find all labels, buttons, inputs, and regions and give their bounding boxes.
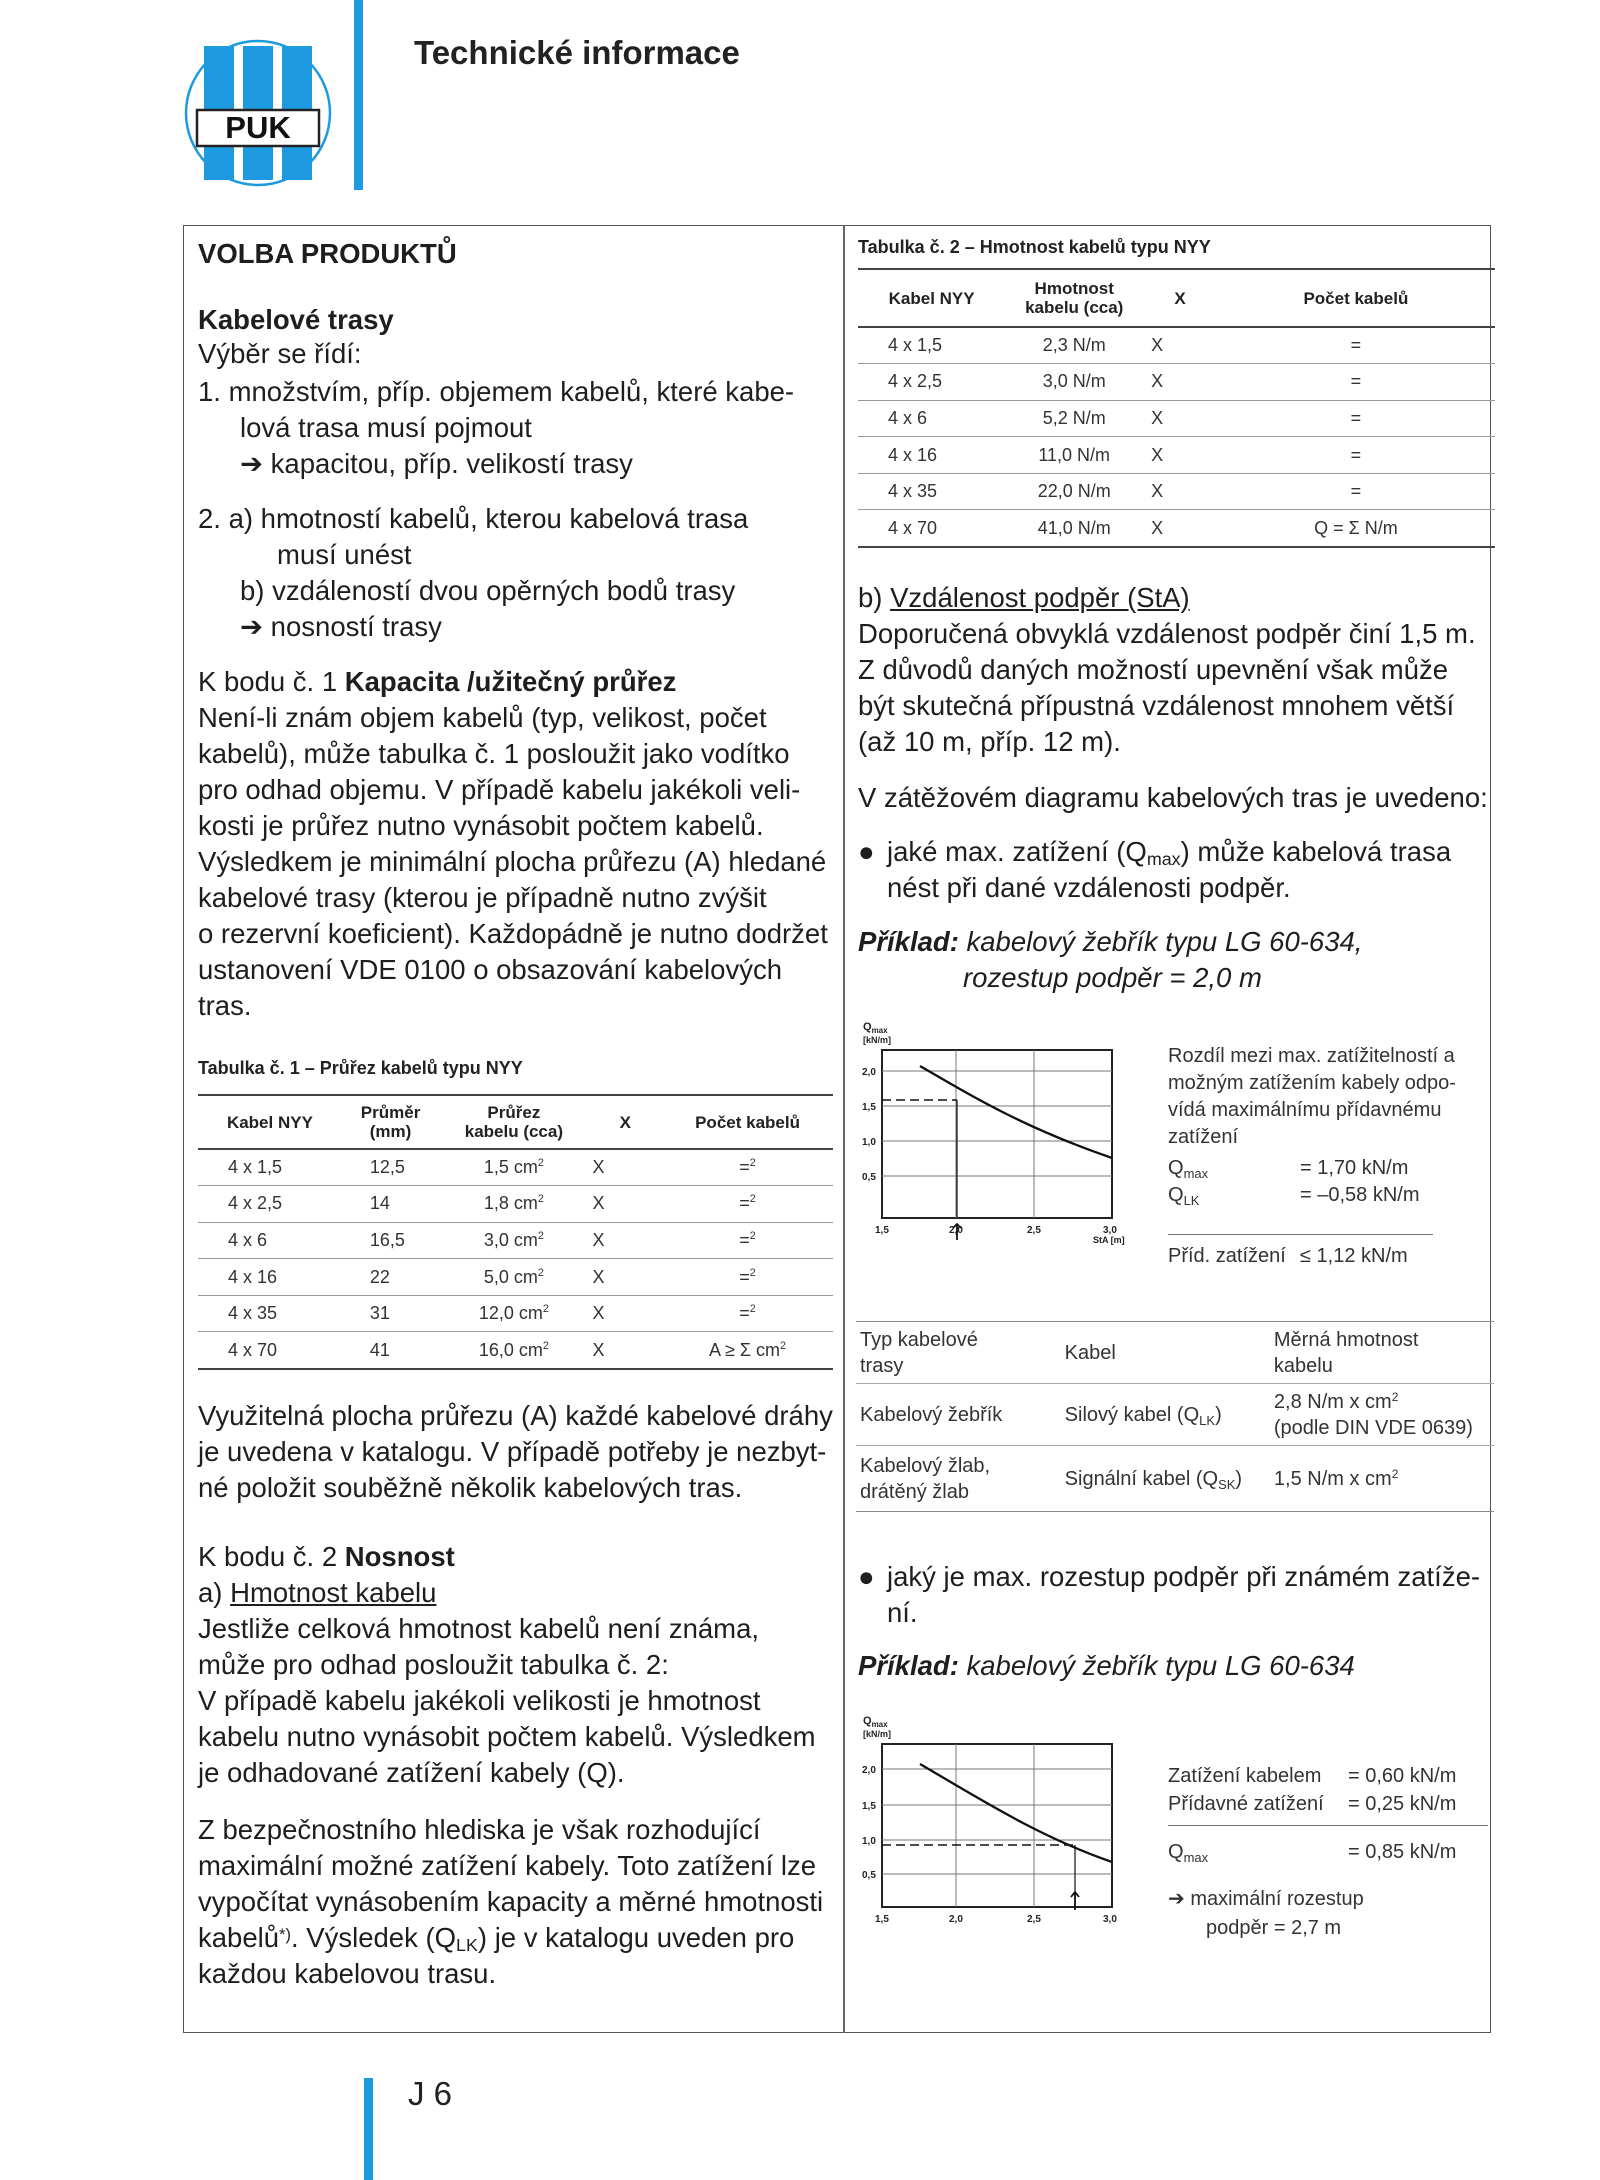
table1-caption: Tabulka č. 1 – Průřez kabelů typu NYY [198, 1058, 523, 1078]
table-header: X [589, 1095, 663, 1149]
text-line: kabelů), může tabulka č. 1 posloužit jako vodítko [198, 738, 790, 769]
load-curve [920, 1764, 1112, 1862]
table-header: X [1143, 269, 1217, 327]
table-cell: = [1217, 364, 1495, 401]
table-header: Průřez kabelu (cca) [439, 1095, 588, 1149]
qmax-value: = 1,70 kN/m [1300, 1157, 1409, 1179]
load-cable-value: = 0,60 kN/m [1348, 1765, 1457, 1787]
text-line: V zátěžovém diagramu kabelových tras je uvedeno: [858, 782, 1488, 813]
chart-1 [855, 1018, 1125, 1245]
table-cell: 3,0 N/m [1005, 364, 1143, 401]
intro-line: Výběr se řídí: [198, 338, 362, 369]
table-cell: X [589, 1149, 663, 1186]
table-cell: 1,5 $cm^2$ [439, 1149, 588, 1186]
table-cell: 22,0 N/m [1005, 473, 1143, 510]
table-row [858, 364, 1495, 401]
table-cell: 4 x 2,5 [858, 364, 1005, 401]
table-cell: X [589, 1259, 663, 1296]
qmax-label: $Q_{max}$ [1168, 1157, 1209, 1181]
table-cell: A ≥ Σ $cm^2$ [662, 1332, 833, 1369]
table-header: Měrná hmotnost kabelu [1270, 1322, 1494, 1384]
table-cell: 1,5 N/m x $cm^2$ [1270, 1446, 1494, 1512]
table-row [198, 1332, 833, 1369]
table-cell: 41,0 N/m [1005, 510, 1143, 547]
qmax-value: = 0,85 kN/m [1348, 1841, 1457, 1863]
table-cell: = [1217, 327, 1495, 364]
text-line: kabelů*). Výsledek $(Q_{LK})$ je v katalogu uveden pro [198, 1922, 795, 1955]
table-cell: = [1217, 437, 1495, 474]
puk-logo [183, 38, 333, 188]
text-line: každou kabelovou trasu. [198, 1958, 497, 1989]
chart-yunit: [kN/m] [863, 1729, 892, 1739]
table-cell: = [1217, 400, 1495, 437]
table-header: Hmotnost kabelu (cca) [1005, 269, 1143, 327]
svg-text:2,0: 2,0 [862, 1067, 876, 1078]
text-line: kabelu nutno vynásobit počtem kabelů. Výsledkem [198, 1721, 816, 1752]
table-cell: X [589, 1222, 663, 1259]
text-line: Doporučená obvyklá vzdálenost podpěr činí 1,5 m. [858, 618, 1476, 649]
table3 [856, 1321, 1494, 1512]
svg-text:1,5: 1,5 [875, 1225, 889, 1236]
text-line: je odhadované zatížení kabely (Q). [198, 1757, 625, 1788]
chart-ylabel: $Q_{max}$ [863, 1021, 888, 1035]
table-cell: 4 x 35 [198, 1295, 342, 1332]
table-cell: 12,0 $cm^2$ [439, 1295, 588, 1332]
table-cell: 14 [342, 1186, 439, 1223]
table-row [858, 437, 1495, 474]
qlk-label: $Q_{LK}$ [1168, 1184, 1200, 1208]
table-cell: 16,5 [342, 1222, 439, 1259]
text-line: Rozdíl mezi max. zatížitelností a [1168, 1045, 1455, 1067]
svg-text:1,0: 1,0 [862, 1137, 876, 1148]
text-line: pro odhad objemu. V případě kabelu jakékoli veli- [198, 774, 801, 805]
table-cell: Silový kabel $(Q_{LK})$ [1061, 1384, 1270, 1446]
table-cell: 4 x 70 [198, 1332, 342, 1369]
bullet-icon: ● [858, 1561, 875, 1592]
svg-text:2,5: 2,5 [1027, 1225, 1041, 1236]
table-cell: X [589, 1186, 663, 1223]
text-line: možným zatížením kabely odpo- [1168, 1072, 1456, 1094]
bullet-text: nést při dané vzdálenosti podpěr. [887, 872, 1291, 903]
additional-load-value: = 0,25 kN/m [1348, 1793, 1457, 1815]
list-line: 2. a) hmotností kabelů, kterou kabelová trasa [198, 503, 749, 534]
sum-rule [1168, 1234, 1433, 1235]
table-cell: 4 x 6 [198, 1222, 342, 1259]
text-line: zatížení [1168, 1126, 1239, 1148]
text-line: (až 10 m, příp. 12 m). [858, 726, 1121, 757]
chart-ylabel: $Q_{max}$ [863, 1715, 888, 1729]
text-line: né položit souběžně několik kabelových tras. [198, 1472, 743, 1503]
subheading-support-distance: b) Vzdálenost podpěr (StA) [858, 582, 1190, 613]
table-cell: 4 x 1,5 [858, 327, 1005, 364]
svg-text:1,5: 1,5 [875, 1914, 889, 1925]
table-cell: X [1143, 327, 1217, 364]
table-cell: X [589, 1295, 663, 1332]
text-line: vídá maximálnímu přídavnému [1168, 1099, 1442, 1121]
table-cell: 2,8 N/m x $cm^2$ (podle DIN VDE 0639) [1270, 1384, 1494, 1446]
table-cell: = [1217, 473, 1495, 510]
prid-value: ≤ 1,12 kN/m [1300, 1245, 1408, 1267]
text-line: kabelové trasy (kterou je případně nutno zvýšit [198, 882, 767, 913]
text-line: tras. [198, 990, 252, 1021]
table-header: Typ kabelové trasy [856, 1322, 1061, 1384]
paragraph-heading: K bodu č. 1 Kapacita /užitečný průřez [198, 666, 677, 697]
text-line: o rezervní koeficient). Každopádně je nutno dodržet [198, 918, 828, 949]
table-cell: Kabelový žebřík [856, 1384, 1061, 1446]
table-row [198, 1259, 833, 1296]
table-cell: 5,0 $cm^2$ [439, 1259, 588, 1296]
table-cell: 2,3 N/m [1005, 327, 1143, 364]
qlk-value: = –0,58 kN/m [1300, 1184, 1420, 1206]
table-cell: 4 x 16 [858, 437, 1005, 474]
list-line: 1. množstvím, příp. objemem kabelů, které kabe- [198, 376, 795, 407]
text-line: Výsledkem je minimální plocha průřezu (A) hledané [198, 846, 827, 877]
footer-accent-bar [364, 2078, 373, 2180]
text-line: Využitelná plocha průřezu (A) každé kabelové dráhy [198, 1400, 833, 1431]
table-cell: =$^2$ [662, 1295, 833, 1332]
text-line: být skutečná přípustná vzdálenost mnohem větší [858, 690, 1455, 721]
table-header: Průměr (mm) [342, 1095, 439, 1149]
svg-text:0,5: 0,5 [862, 1172, 876, 1183]
qmax-label: $Q_{max}$ [1168, 1841, 1209, 1865]
page-title: Technické informace [414, 34, 740, 71]
table-row [858, 400, 1495, 437]
bullet-text: jaký je max. rozestup podpěr při známém zatíže- [887, 1561, 1481, 1592]
text-line: maximální možné zatížení kabely. Toto zatížení lze [198, 1850, 817, 1881]
table-cell: =$^2$ [662, 1186, 833, 1223]
table-cell: 11,0 N/m [1005, 437, 1143, 474]
svg-text:1,5: 1,5 [862, 1102, 876, 1113]
svg-text:1,5: 1,5 [862, 1801, 876, 1812]
table-cell: =$^2$ [662, 1259, 833, 1296]
chart-yunit: [kN/m] [863, 1035, 892, 1045]
text-line: Z důvodů daných možností upevnění však může [858, 654, 1449, 685]
table-cell: =$^2$ [662, 1222, 833, 1259]
list-line: ➔ nosností trasy [240, 611, 442, 642]
list-line: b) vzdáleností dvou opěrných bodů trasy [240, 575, 736, 606]
prid-label: Příd. zatížení [1168, 1245, 1286, 1267]
svg-text:StA [m]: StA [m] [1093, 1235, 1125, 1245]
table-cell: X [1143, 510, 1217, 547]
text-line: V případě kabelu jakékoli velikosti je hmotnost [198, 1685, 761, 1716]
section-title: VOLBA PRODUKTŮ [198, 238, 457, 269]
svg-text:2,0: 2,0 [862, 1765, 876, 1776]
list-line: ➔ kapacitou, příp. velikostí trasy [240, 448, 633, 479]
table-cell: 1,8 $cm^2$ [439, 1186, 588, 1223]
table-cell: X [1143, 473, 1217, 510]
load-curve [920, 1066, 1112, 1158]
table-cell: 5,2 N/m [1005, 400, 1143, 437]
table-cell: Q = Σ N/m [1217, 510, 1495, 547]
example-line: rozestup podpěr = 2,0 m [963, 962, 1262, 993]
list-line: musí unést [277, 539, 412, 570]
table-cell: 4 x 16 [198, 1259, 342, 1296]
table-row [858, 327, 1495, 364]
text-line: kosti je průřez nutno vynásobit počtem kabelů. [198, 810, 764, 841]
additional-load-label: Přídavné zatížení [1168, 1793, 1324, 1815]
text-line: Není-li znám objem kabelů (typ, velikost, počet [198, 702, 767, 733]
table-cell: 12,5 [342, 1149, 439, 1186]
table-cell: X [1143, 437, 1217, 474]
paragraph-heading: K bodu č. 2 Nosnost [198, 1541, 455, 1572]
page-number: J 6 [408, 2075, 453, 2112]
text-line: Z bezpečnostního hlediska je však rozhodující [198, 1814, 761, 1845]
table-cell: Signální kabel $(Q_{SK})$ [1061, 1446, 1270, 1512]
bullet-text: jaké max. zatížení $(Q_{max})$ může kabelová trasa [887, 836, 1452, 869]
table-cell: 3,0 $cm^2$ [439, 1222, 588, 1259]
subsection-title: Kabelové trasy [198, 304, 394, 335]
chart-2 [855, 1712, 1120, 1927]
table-cell: 4 x 1,5 [198, 1149, 342, 1186]
table-cell: 4 x 70 [858, 510, 1005, 547]
table-row [198, 1222, 833, 1259]
svg-text:3,0: 3,0 [1103, 1914, 1117, 1925]
svg-text:0,5: 0,5 [862, 1870, 876, 1881]
table-cell: 4 x 2,5 [198, 1186, 342, 1223]
table-header: Kabel [1061, 1322, 1270, 1384]
table-cell: =$^2$ [662, 1149, 833, 1186]
table-row [198, 1295, 833, 1332]
text-line: vypočítat vynásobením kapacity a měrné hmotnosti [198, 1886, 824, 1917]
text-line: ustanovení VDE 0100 o obsazování kabelových [198, 954, 782, 985]
text-line: Jestliže celková hmotnost kabelů není známa, [198, 1613, 759, 1644]
table-row [858, 473, 1495, 510]
text-line: může pro odhad posloužit tabulka č. 2: [198, 1649, 669, 1680]
table-cell: 22 [342, 1259, 439, 1296]
sum-rule [1168, 1825, 1488, 1826]
table-cell: 31 [342, 1295, 439, 1332]
result-line: ➔ maximální rozestup [1168, 1888, 1364, 1910]
svg-text:3,0: 3,0 [1103, 1225, 1117, 1236]
example-line: Příklad: kabelový žebřík typu LG 60-634, [858, 926, 1363, 957]
logo-text: PUK [225, 110, 291, 145]
header-accent-bar [354, 0, 363, 190]
table-header: Počet kabelů [1217, 269, 1495, 327]
svg-text:2,0: 2,0 [949, 1225, 963, 1236]
svg-text:1,0: 1,0 [862, 1836, 876, 1847]
table-cell: 16,0 $cm^2$ [439, 1332, 588, 1369]
table-row [198, 1186, 833, 1223]
table1 [198, 1094, 833, 1370]
bullet-text: ní. [887, 1597, 918, 1628]
table2 [858, 268, 1495, 548]
column-divider [843, 225, 845, 2033]
table-header: Počet kabelů [662, 1095, 833, 1149]
list-line: lová trasa musí pojmout [240, 412, 532, 443]
load-cable-label: Zatížení kabelem [1168, 1765, 1322, 1787]
svg-text:2,5: 2,5 [1027, 1914, 1041, 1925]
table-header: Kabel NYY [858, 269, 1005, 327]
table-cell: X [1143, 400, 1217, 437]
table-cell: 41 [342, 1332, 439, 1369]
text-line: je uvedena v katalogu. V případě potřeby je nezbyt- [198, 1436, 827, 1467]
table2-caption: Tabulka č. 2 – Hmotnost kabelů typu NYY [858, 237, 1211, 257]
table-header: Kabel NYY [198, 1095, 342, 1149]
table-cell: Kabelový žlab, drátěný žlab [856, 1446, 1061, 1512]
table-row [198, 1149, 833, 1186]
table-cell: 4 x 35 [858, 473, 1005, 510]
table-cell: 4 x 6 [858, 400, 1005, 437]
result-line: podpěr = 2,7 m [1206, 1917, 1342, 1939]
table-row [858, 510, 1495, 547]
subheading-cable-weight: a) Hmotnost kabelu [198, 1577, 437, 1608]
table-cell: X [1143, 364, 1217, 401]
bullet-icon: ● [858, 836, 875, 867]
svg-text:2,0: 2,0 [949, 1914, 963, 1925]
example-line: Příklad: kabelový žebřík typu LG 60-634 [858, 1650, 1355, 1681]
table-cell: X [589, 1332, 663, 1369]
